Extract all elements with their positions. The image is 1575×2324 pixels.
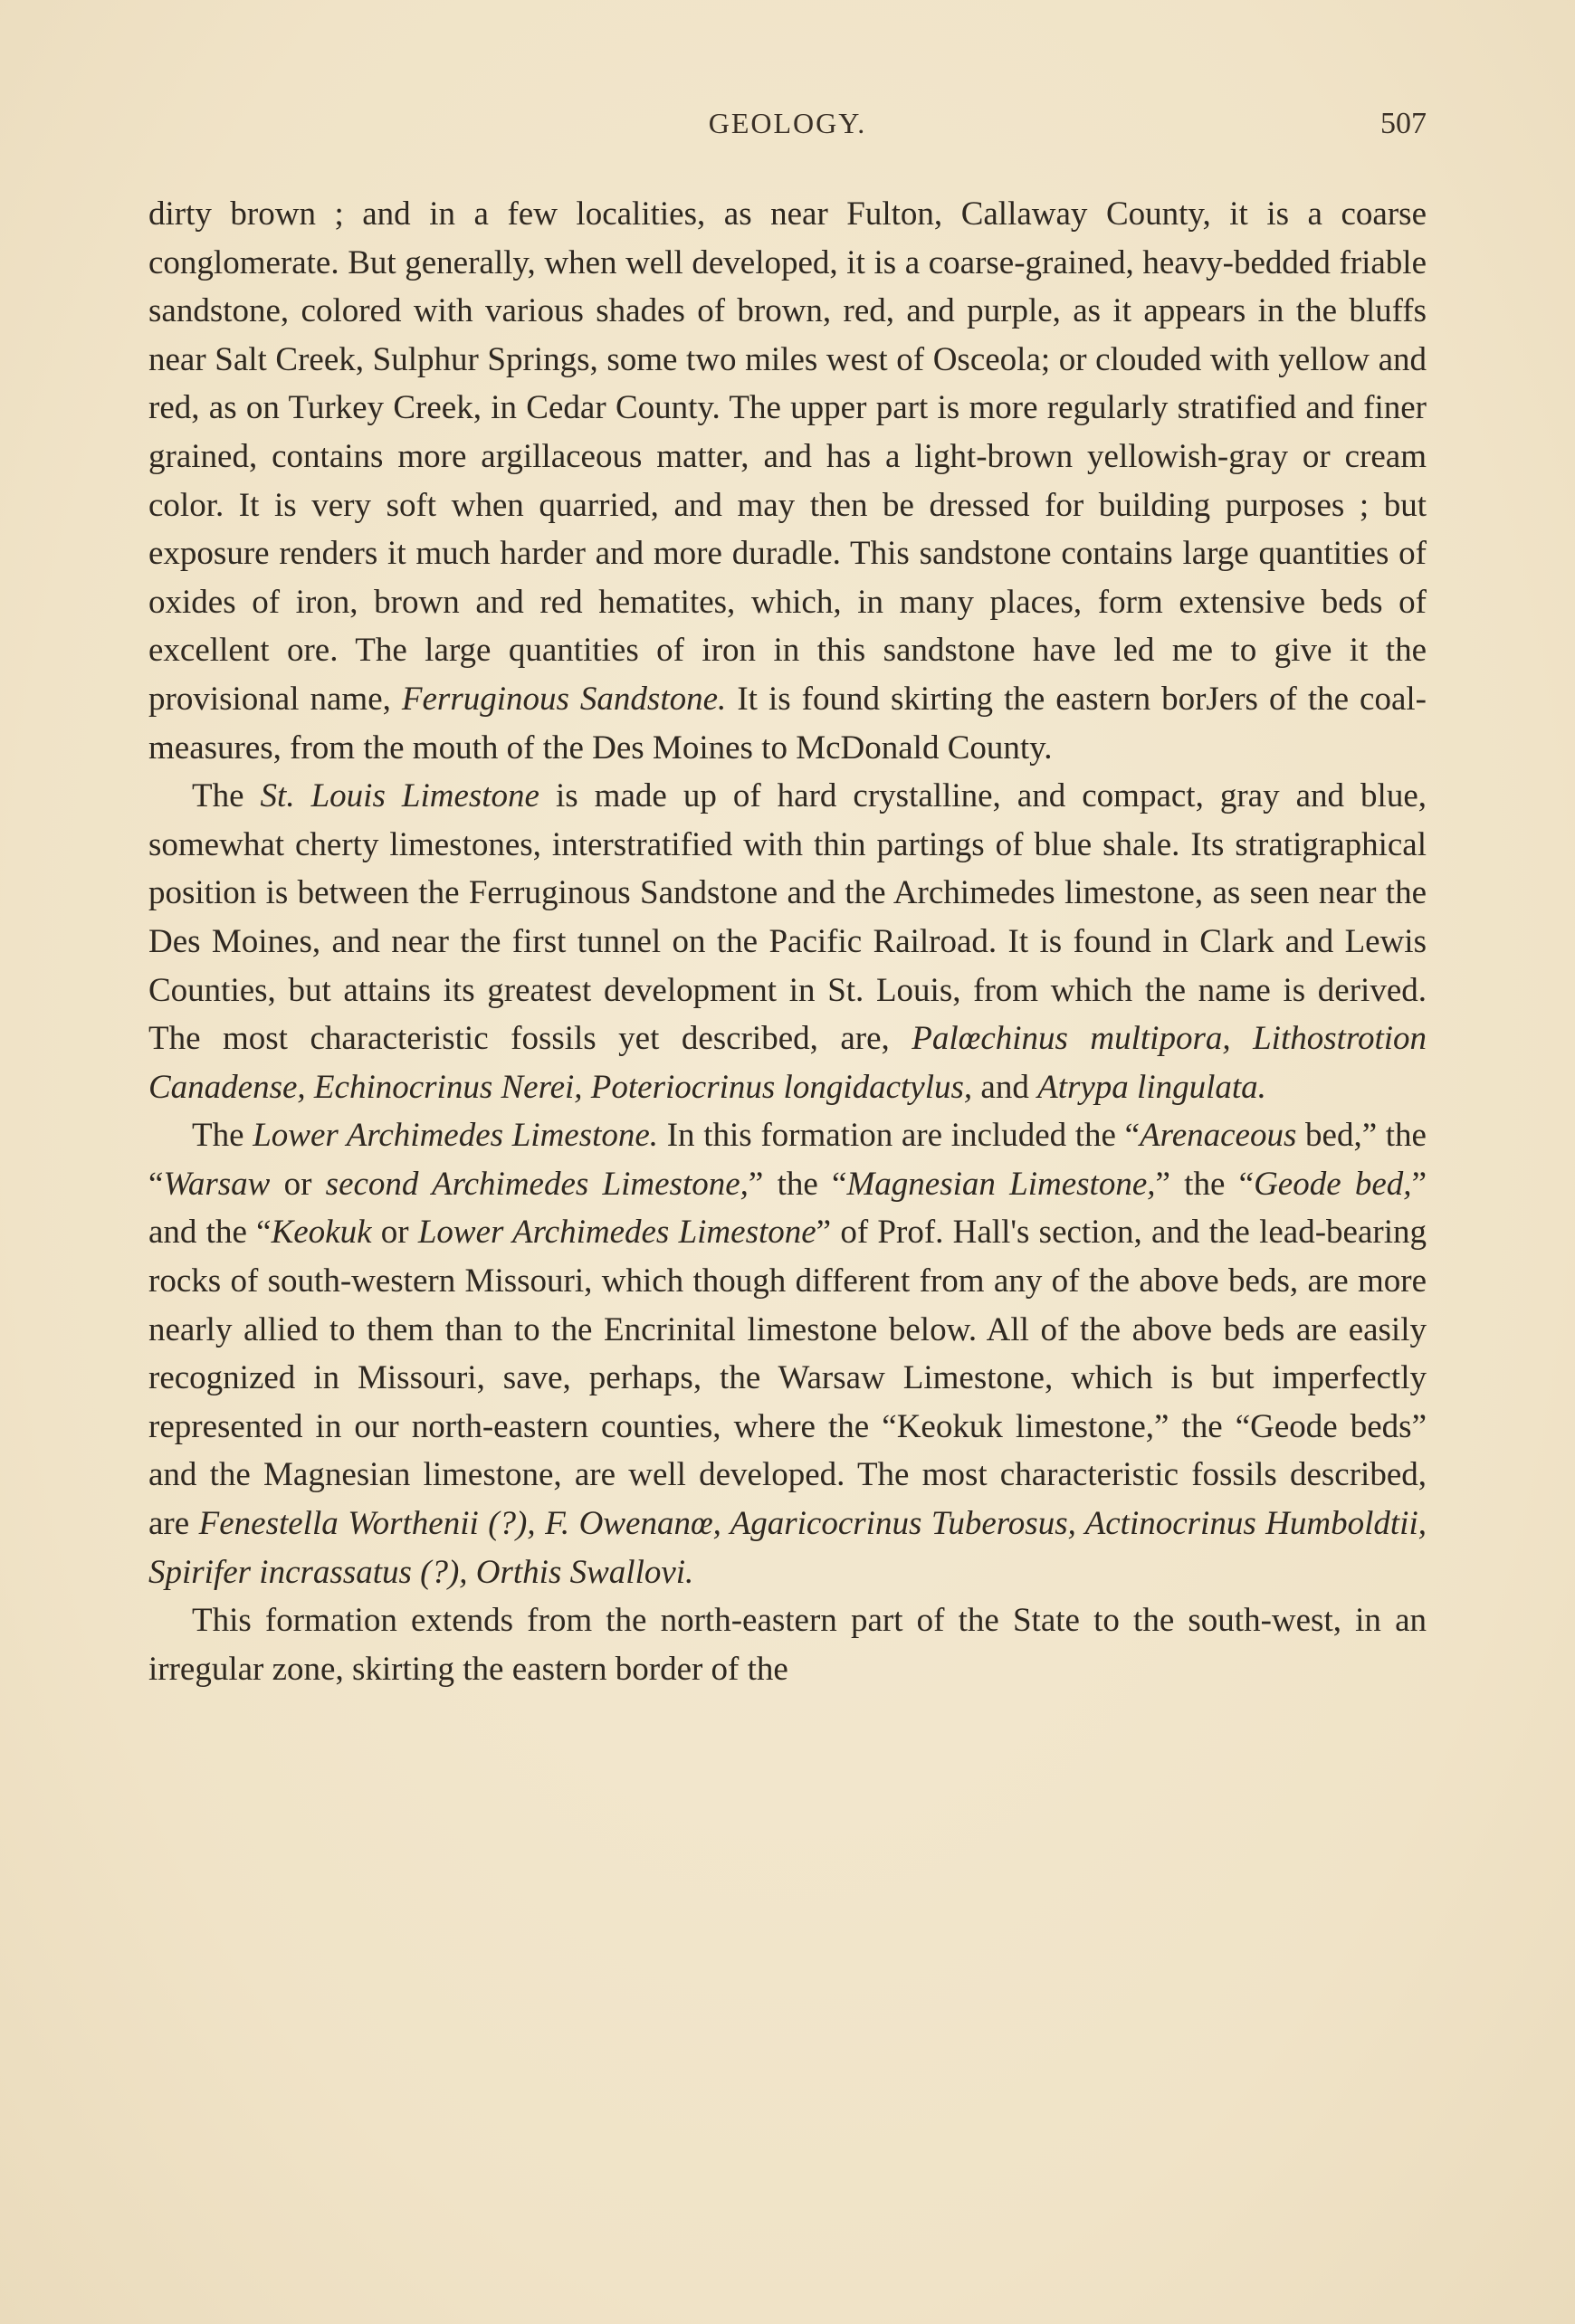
italic-text-run: Palœchinus multipora, Lithostrotion Canadense, Echinocrinus Nerei, Poteriocrinus longidactylus, [148, 1020, 1427, 1106]
italic-text-run: Arenaceous [1140, 1117, 1297, 1155]
italic-text-run: Keokuk [271, 1214, 372, 1252]
italic-text-run: Magnesian Limestone, [846, 1165, 1156, 1203]
paragraph [148, 1111, 1427, 1596]
text-run: is made up of hard crystalline, and compact, gray and blue, somewhat cherty limestones, interstratified with thin partings of blue shale. Its stratigraphical position is between the Ferruginous Sandstone and the Archimedes limestone, as seen near the Des Moines, and near the first tunnel on the Pacific Railroad. It is found in Clark and Lewis Counties, but attains its greatest development in St. Louis, from which the name is derived. The most characteristic fossils yet described, are, [148, 777, 1427, 1058]
italic-text-run: Fenestella Worthenii (?), F. Owenanœ, Agaricocrinus Tuberosus, Actinocrinus Humboldtii, Spirifer incrassatus (?), Orthis Swallovi. [148, 1505, 1427, 1591]
paragraph [148, 190, 1427, 772]
text-run: bed,” the “ [148, 1117, 1427, 1203]
text-run: It is found skirting the eastern borJers of the coal-measures, from the mouth of the Des Moines to McDonald County. [148, 680, 1427, 767]
text-run: ” the “ [1155, 1165, 1255, 1203]
text-run: dirty brown ; and in a few localities, as near Fulton, Callaway County, it is a coarse conglomerate. But generally, when well developed, it is a coarse-grained, heavy-bedded friable sandstone, colored with various shades of brown, red, and purple, as it appears in the bluffs near Salt Creek, Sulphur Springs, some two miles west of Osceola; or clouded with yellow and red, as on Turkey Creek, in Cedar County. The upper part is more regularly stratified and finer grained, contains more argillaceous matter, and has a light-brown yellowish-gray or cream color. It is very soft when quarried, and may then be dressed for building purposes ; but exposure renders it much harder and more duradle. This sandstone contains large quantities of oxides of iron, brown and red hematites, which, in many places, form extensive beds of excellent ore. The large quantities of iron in this sandstone have led me to give it the provisional name, [148, 195, 1427, 718]
italic-text-run: Atrypa lingulata. [1037, 1068, 1266, 1106]
text-run: This formation extends from the north-eastern part of the State to the south-west, in an irregular zone, skirting the eastern border of the [148, 1602, 1427, 1688]
body-text [148, 190, 1427, 1693]
paragraph [148, 1596, 1427, 1693]
text-run: ” and the “ [148, 1165, 1427, 1252]
text-run: ” the “ [748, 1165, 847, 1203]
italic-text-run: second Archimedes Limestone, [325, 1165, 749, 1203]
italic-text-run: Geode bed, [1254, 1165, 1412, 1203]
text-run: ” of Prof. Hall's section, and the lead-bearing rocks of south-western Missouri, which though different from any of the above beds, are more nearly allied to them than to the Encrinital limestone below. All of the above beds are easily recognized in Missouri, save, perhaps, the Warsaw Limestone, which is but imperfectly represented in our north-eastern counties, where the “Keokuk limestone,” the “Geode beds” and the Magnesian limestone, are well developed. The most characteristic fossils described, are [148, 1214, 1427, 1543]
italic-text-run: St. Louis Limestone [260, 777, 539, 815]
text-run: and [972, 1068, 1038, 1106]
italic-text-run: Warsaw [163, 1165, 271, 1203]
italic-text-run: Ferruginous Sandstone. [401, 680, 727, 718]
running-title: GEOLOGY. [708, 107, 867, 139]
italic-text-run: Lower Archimedes Limestone. [253, 1117, 659, 1155]
italic-text-run: Lower Archimedes Limestone [417, 1214, 816, 1252]
text-run: or [371, 1214, 418, 1252]
page-number: 507 [1380, 107, 1427, 140]
text-run: The [192, 1117, 253, 1155]
paragraph [148, 772, 1427, 1111]
text-run: or [270, 1165, 326, 1203]
text-run: In this formation are included the “ [658, 1117, 1141, 1155]
text-run: The [192, 777, 261, 815]
page-header [148, 107, 1427, 157]
